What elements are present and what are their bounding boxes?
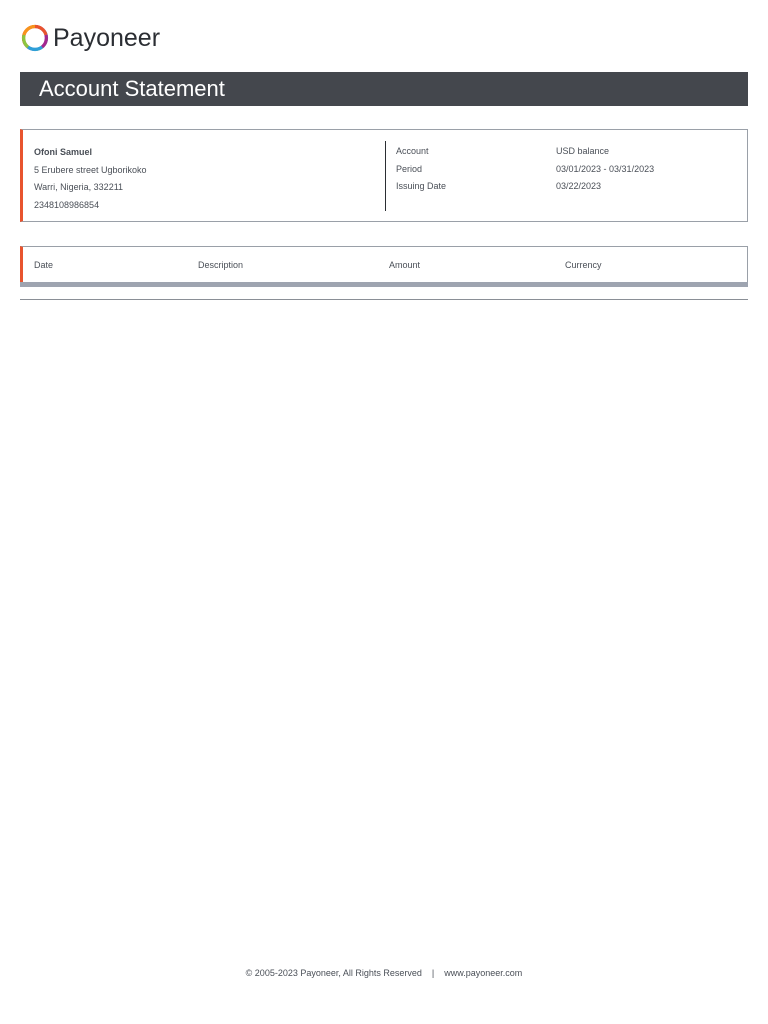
column-header-date: Date [34,260,54,270]
customer-phone: 2348108986854 [34,199,100,210]
account-label: Account [396,146,429,156]
account-info-box [20,129,748,222]
transactions-table-header [20,246,748,282]
issuing-date-value: 03/22/2023 [556,181,602,191]
page-footer [0,966,768,980]
footer-separator: | [431,968,435,978]
period-value: 03/01/2023 - 03/31/2023 [556,163,655,174]
payoneer-ring-icon [20,23,50,53]
customer-name: Ofoni Samuel [34,147,93,157]
column-header-currency: Currency [565,260,602,270]
customer-details [34,144,147,214]
table-header-underline [20,282,748,287]
account-info-values [556,143,654,196]
account-info-labels [396,143,446,196]
page-title: Account Statement [39,76,225,101]
payoneer-logo [20,22,160,54]
brand-name: Payoneer [53,24,161,52]
footer-website-link[interactable]: www.payoneer.com [444,968,523,978]
customer-address-line1: 5 Erubere street Ugborikoko [34,164,147,175]
account-value: USD balance [556,146,610,156]
period-label: Period [396,163,423,174]
customer-address-line2: Warri, Nigeria, 332211 [34,182,124,192]
column-header-description: Description [198,260,244,270]
table-end-rule [20,299,748,300]
issuing-date-label: Issuing Date [396,181,447,191]
footer-copyright: © 2005-2023 Payoneer, All Rights Reserved [245,968,422,978]
info-divider [385,141,386,211]
column-header-amount: Amount [389,260,421,270]
statement-title-bar [20,72,748,106]
